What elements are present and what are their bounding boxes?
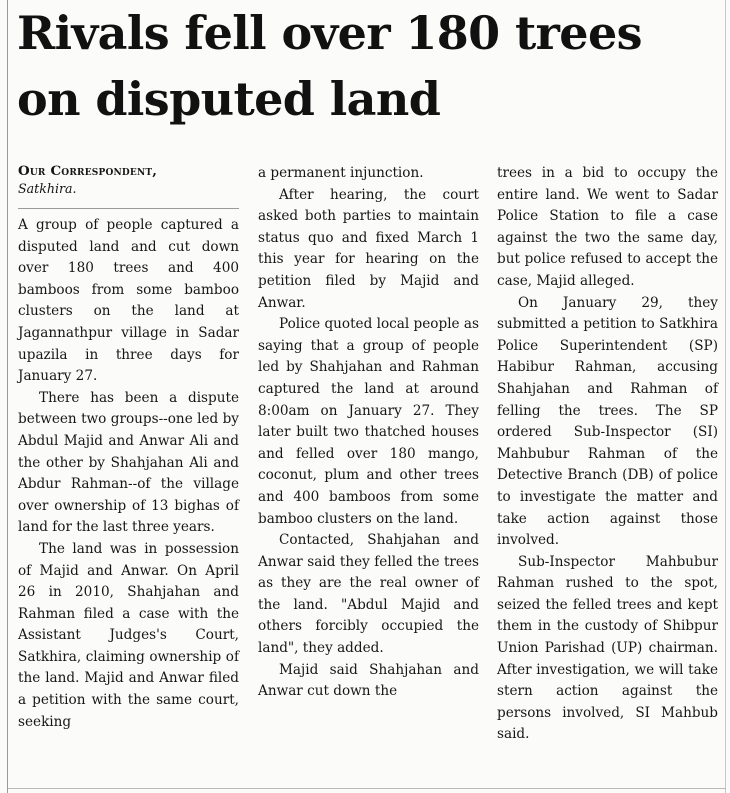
paragraph: Majid said Shahjahan and Anwar cut down the xyxy=(258,661,479,700)
bottom-rule xyxy=(8,788,726,789)
paragraph: Police quoted local people as saying that a group of people led by Shahjahan and Rahman captured the land at around 8:00am on January 27. They later built two thatched houses and felled over 180 mango, coconut, plum and other trees and 400 bamboos from some bamboo clusters on the land. xyxy=(258,316,479,527)
paragraph: Sub-Inspector Mahbubur Rahman rushed to the spot, seized the felled trees and kept them in the custody of Shibpur Union Parishad (UP) chairman. After investigation, we will take stern action against the persons involved, SI Mahbub said. xyxy=(497,553,718,743)
article-column-1 xyxy=(18,163,239,733)
paragraph-continuation: trees in a bid to occupy the entire land. We went to Sadar Police Station to file a case against the two the same day, but police refused to accept the case, Majid alleged. xyxy=(497,165,718,289)
article-column-2 xyxy=(258,163,479,703)
paragraph: The land was in possession of Majid and Anwar. On April 26 in 2010, Shahjahan and Rahman filed a case with the Assistant Judges's Court, Satkhira, claiming ownership of the land. Majid and Anwar filed a petition with the same court, seeking xyxy=(18,540,239,730)
headline xyxy=(17,0,725,132)
paragraph: After hearing, the court asked both parties to maintain status quo and fixed March 1 this year for hearing on the petition filed by Majid and Anwar. xyxy=(258,186,479,311)
left-margin-rule xyxy=(7,0,8,793)
right-margin-rule xyxy=(725,0,726,793)
byline-divider xyxy=(18,208,239,209)
paragraph: There has been a dispute between two groups--one led by Abdul Majid and Anwar Ali and the other by Shahjahan Ali and Abdur Rahman--of the village over ownership of 13 bighas of land for the last three years. xyxy=(18,389,239,536)
paragraph: On January 29, they submitted a petition to Satkhira Police Superintendent (SP) Habibur Rahman, accusing Shahjahan and Rahman of felling the trees. The SP ordered Sub-Inspector (SI) Mahbubur Rahman of the Detective Branch (DB) of police to investigate the matter and take action against those involved. xyxy=(497,294,718,549)
article-column-3 xyxy=(497,163,718,746)
paragraph: Contacted, Shahjahan and Anwar said they felled the trees as they are the real owner of the land. "Abdul Majid and others forcibly occupied the land", they added. xyxy=(258,532,479,657)
paragraph: A group of people captured a disputed land and cut down over 180 trees and 400 bamboos from some bamboo clusters on the land at Jagannathpur village in Sadar upazila in three days for January 27. xyxy=(18,217,239,385)
paragraph-continuation: a permanent injunction. xyxy=(258,165,424,181)
byline: Our Correspondent, xyxy=(18,163,158,179)
dateline: Satkhira. xyxy=(18,181,77,196)
headline-line-1: Rivals fell over 180 trees xyxy=(17,6,642,60)
headline-line-2: on disputed land xyxy=(17,72,441,126)
